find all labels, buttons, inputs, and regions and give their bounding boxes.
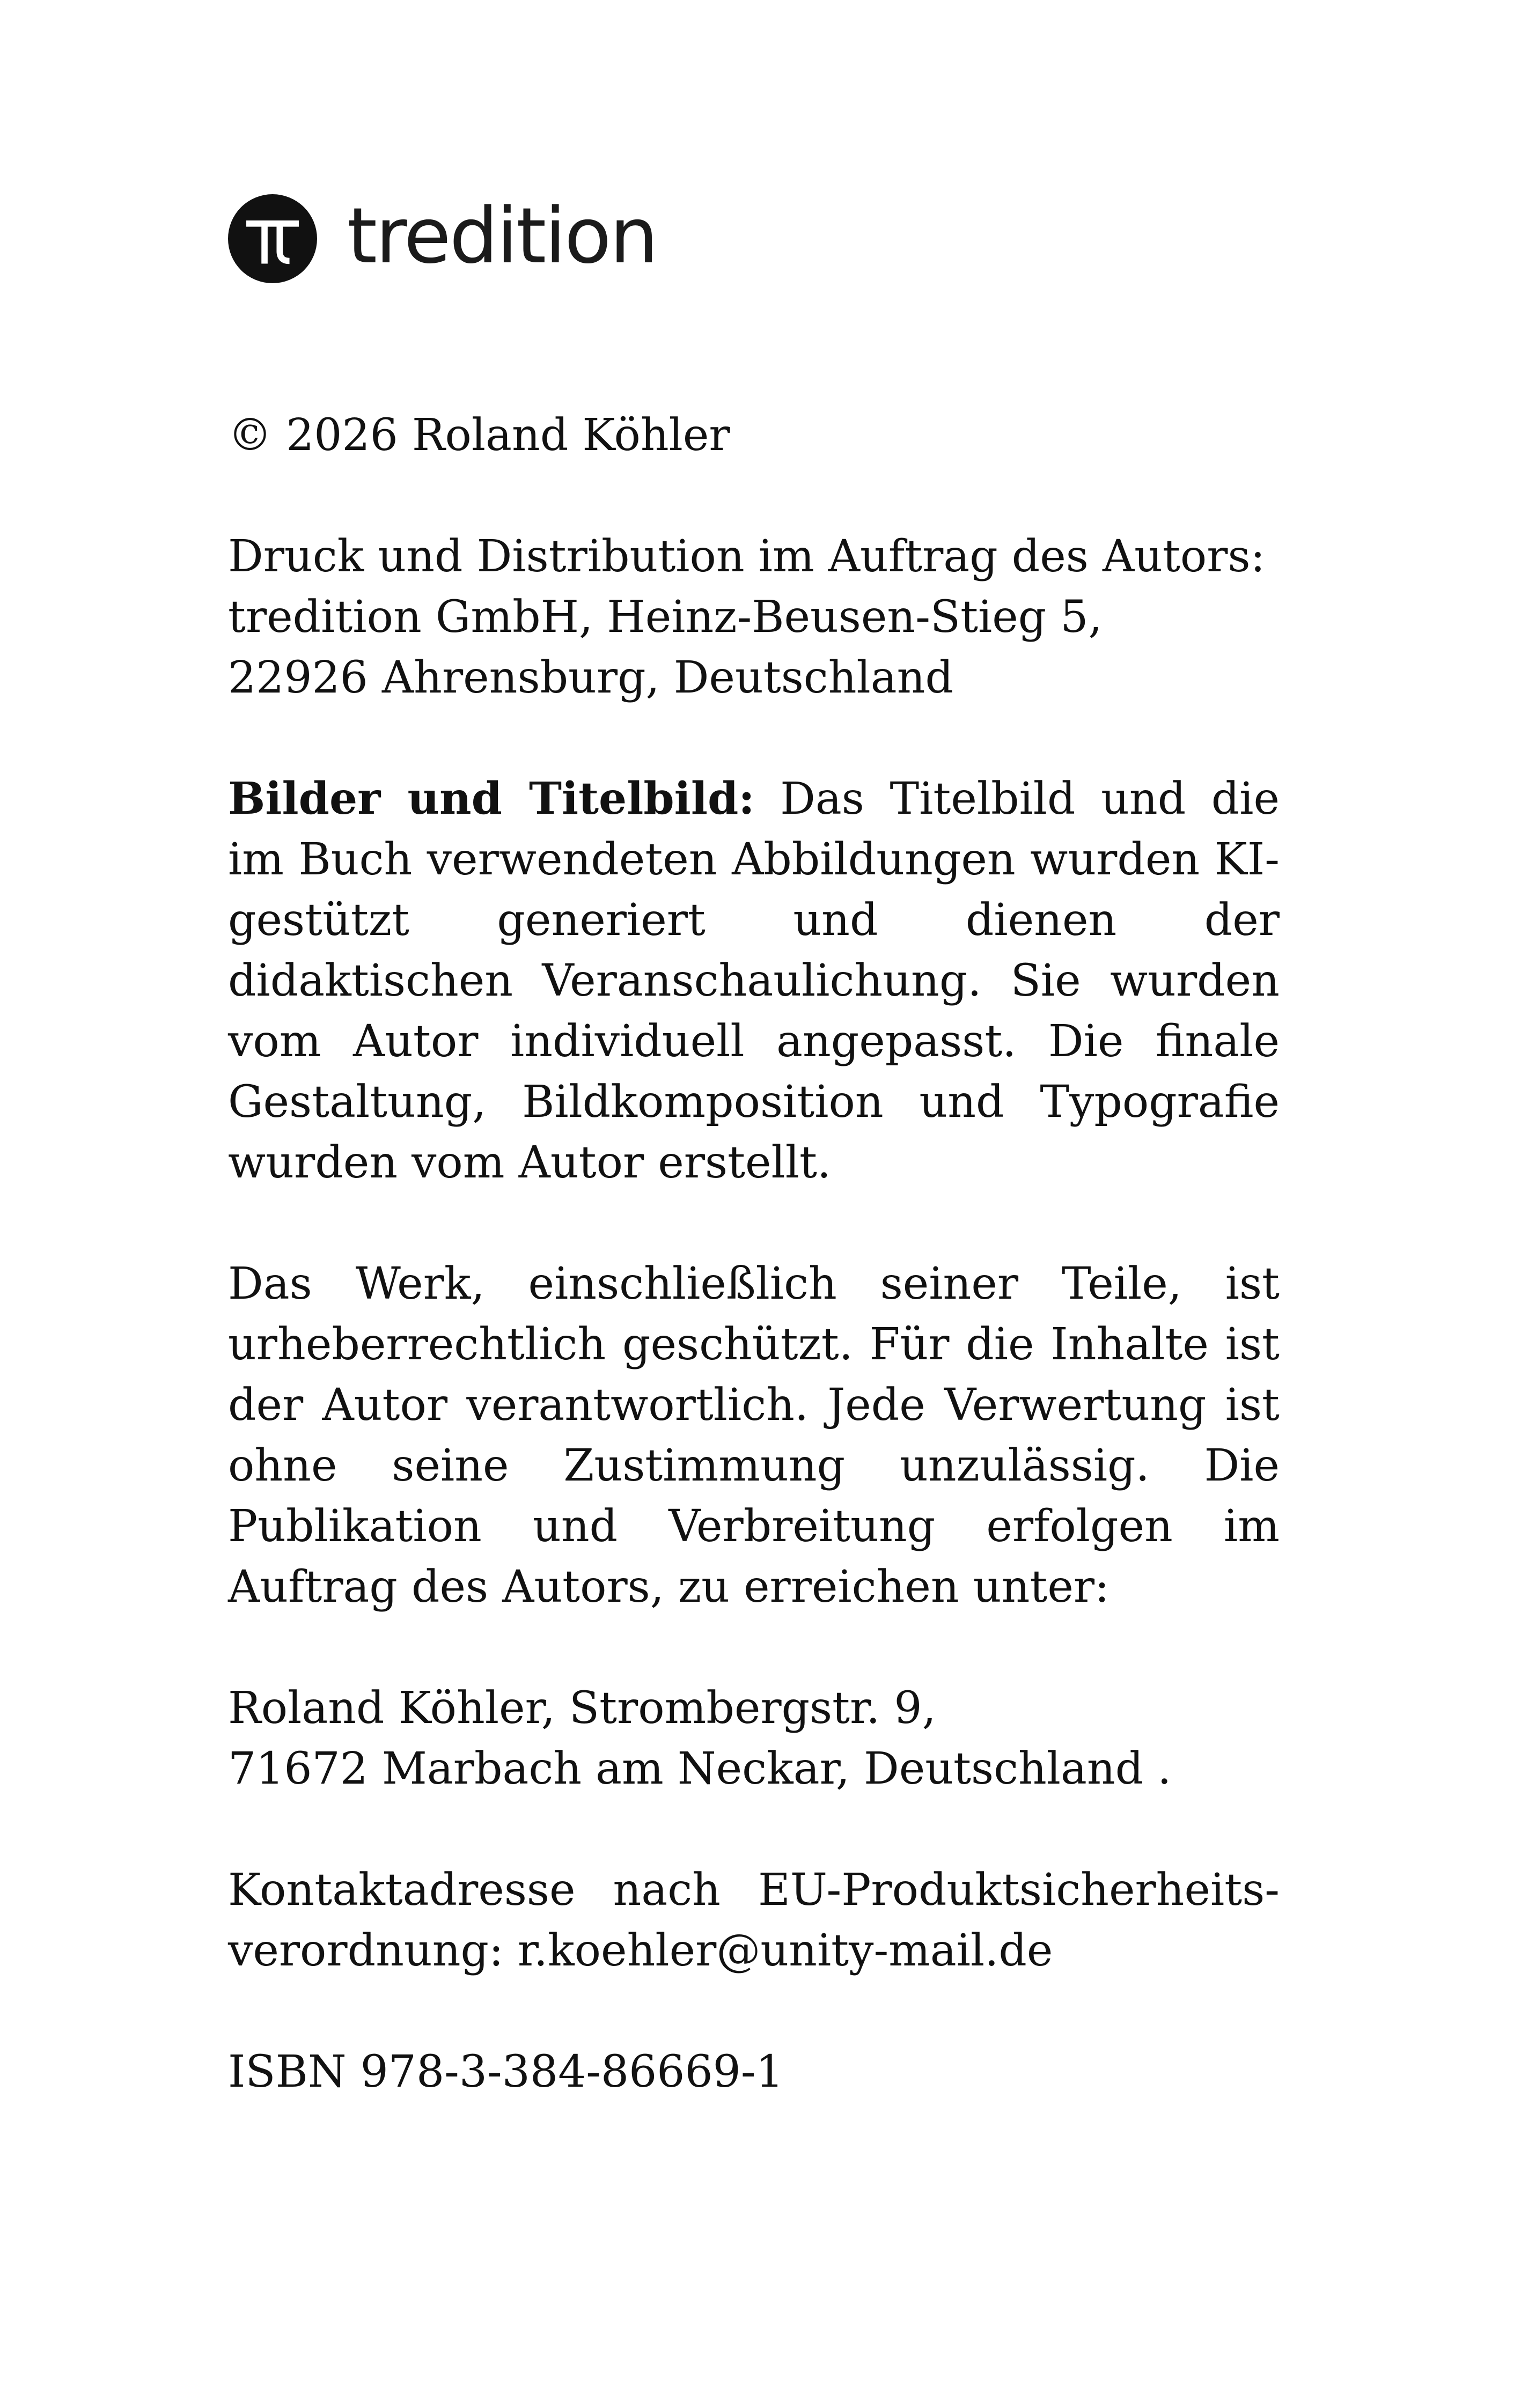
imprint-content xyxy=(228,405,1280,2163)
tredition-logo-icon xyxy=(228,194,317,283)
distribution-line: tredition GmbH, Heinz-Beusen-Stieg 5, xyxy=(228,592,1103,643)
contact-paragraph: Kontaktadresse nach EU-Produktsicherheits- verordnung: r.koehler@unity-mail.de xyxy=(228,1865,1280,1976)
copyright-notice: © 2026 Roland Köhler xyxy=(228,410,730,461)
rights-paragraph: Das Werk, einschließlich seiner Teile, ist urheberrechtlich geschützt. Für die Inhalte ist der Autor verantwortlich. Jede Verwertung ist ohne seine Zustimmung unzulässig. Die Publikation und Verbreitung erfolgen im Auftrag des Autors, zu erreichen unter: xyxy=(228,1258,1280,1612)
distribution-block xyxy=(228,526,1280,708)
author-address-block xyxy=(228,1678,1280,1799)
image-credits-label: Bilder und Titelbild: xyxy=(228,773,755,824)
distribution-line: Druck und Distribution im Auftrag des Autors: xyxy=(228,531,1266,582)
author-address-line: 71672 Marbach am Neckar, Deutschland . xyxy=(228,1743,1172,1794)
publisher-logo-text: tredition xyxy=(347,190,657,281)
author-address-line: Roland Köhler, Strombergstr. 9, xyxy=(228,1683,936,1734)
isbn-line: ISBN 978-3-384-86669-1 xyxy=(228,2046,784,2097)
publisher-logo xyxy=(228,190,657,284)
image-credits-text: Das Titelbild und die im Buch verwendeten Abbildungen wurden KI-gestützt generiert und dienen der didaktischen Veranschaulichung. Sie wurden vom Autor individuell angepasst. Die finale Gestaltung, Bildkomposition und Typografie wurden vom Autor erstellt. xyxy=(228,774,1280,1188)
image-credits-paragraph xyxy=(228,769,1280,1193)
distribution-line: 22926 Ahrensburg, Deutschland xyxy=(228,652,953,703)
